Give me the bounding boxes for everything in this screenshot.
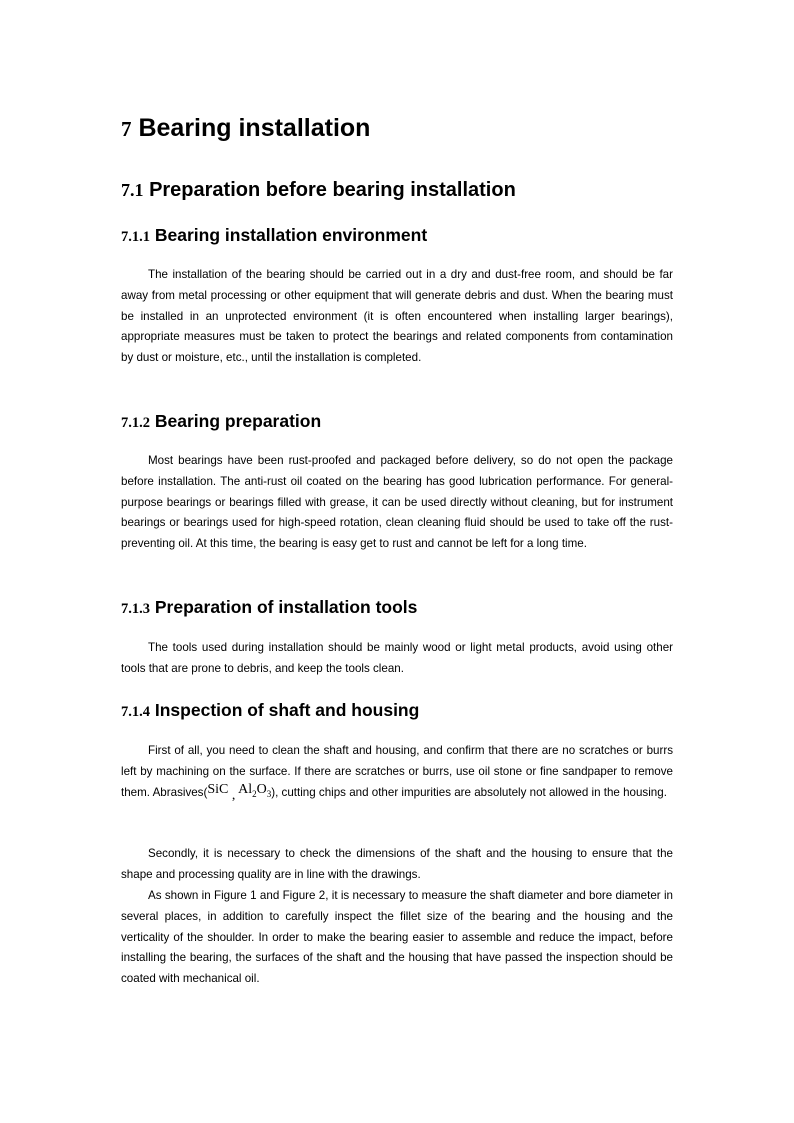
body-text: Secondly, it is necessary to check the dimensions of the shaft and the housing to ensure that the shape and processing quality are in line with the drawings. xyxy=(121,847,673,881)
body-text: The installation of the bearing should be carried out in a dry and dust-free room, and should be far away from metal processing or other equipment that will generate debris and dust. When the bearing must be installed in an unprotected environment (it is often encountered when installing larger bearings), appropriate measures must be taken to protect the bearings and related components from contamination by dust or moisture, etc., until the installation is completed. xyxy=(121,268,673,365)
formula-sic: SiC xyxy=(207,782,229,797)
paragraph xyxy=(121,638,673,680)
chapter-heading xyxy=(121,114,673,143)
body-text: The tools used during installation should be mainly wood or light metal products, avoid using other tools that are prone to debris, and keep the tools clean. xyxy=(121,641,673,675)
formula-al: Al xyxy=(238,782,253,797)
body-text: Most bearings have been rust-proofed and packaged before delivery, so do not open the package before installation. The anti-rust oil coated on the bearing has good lubrication performance. For general-purpose bearings or bearings filled with grease, it can be used directly without cleaning, but for instrument bearings or bearings used for high-speed rotation, clean cleaning fluid should be used to take off the rust-preventing oil. At this time, the bearing is easy get to rust and cannot be left for a long time. xyxy=(121,454,673,551)
subsection-heading xyxy=(121,597,673,618)
body-text xyxy=(121,740,673,808)
section-title: Preparation before bearing installation xyxy=(149,179,516,201)
formula-al-subscript: 2 xyxy=(252,788,257,799)
subsection-number: 7.1.3 xyxy=(121,601,150,617)
paragraph xyxy=(121,886,673,990)
subsection-heading xyxy=(121,700,673,721)
text-after-formula: ), cutting chips and other impurities are absolutely not allowed in the housing. xyxy=(271,786,667,799)
chemical-formula xyxy=(207,782,272,803)
formula-o: O xyxy=(256,782,267,797)
subsection-heading xyxy=(121,411,673,432)
paragraph xyxy=(121,844,673,886)
text-before-formula: First of all, you need to clean the shaft and housing, and confirm that there are no scratches or burrs left by machining on the surface. If there are scratches or burrs, use oil stone or fine sandpaper to remove them. Abrasives( xyxy=(121,744,673,799)
section-heading xyxy=(121,179,673,202)
subsection-title: Bearing installation environment xyxy=(154,225,428,245)
subsection-title: Bearing preparation xyxy=(154,411,322,431)
paragraph xyxy=(121,740,673,808)
body-text: As shown in Figure 1 and Figure 2, it is necessary to measure the shaft diameter and bore diameter in several places, in addition to carefully inspect the fillet size of the bearing and the housing and the verticality of the shoulder. In order to make the bearing easier to assemble and reduce the impact, before installing the bearing, the surfaces of the shaft and the housing that have passed the inspection should be coated with mechanical oil. xyxy=(121,889,673,986)
formula-comma: , xyxy=(231,788,236,803)
chapter-number: 7 xyxy=(121,117,132,141)
section-number: 7.1 xyxy=(121,180,144,200)
subsection-number: 7.1.1 xyxy=(121,229,150,245)
paragraph xyxy=(121,265,673,369)
subsection-number: 7.1.4 xyxy=(121,704,150,720)
subsection-title: Preparation of installation tools xyxy=(154,597,418,617)
subsection-heading xyxy=(121,225,673,246)
subsection-number: 7.1.2 xyxy=(121,415,150,431)
paragraph xyxy=(121,451,673,555)
formula-o-subscript: 3 xyxy=(266,788,272,799)
subsection-title: Inspection of shaft and housing xyxy=(154,700,420,720)
chapter-title: Bearing installation xyxy=(138,114,371,142)
